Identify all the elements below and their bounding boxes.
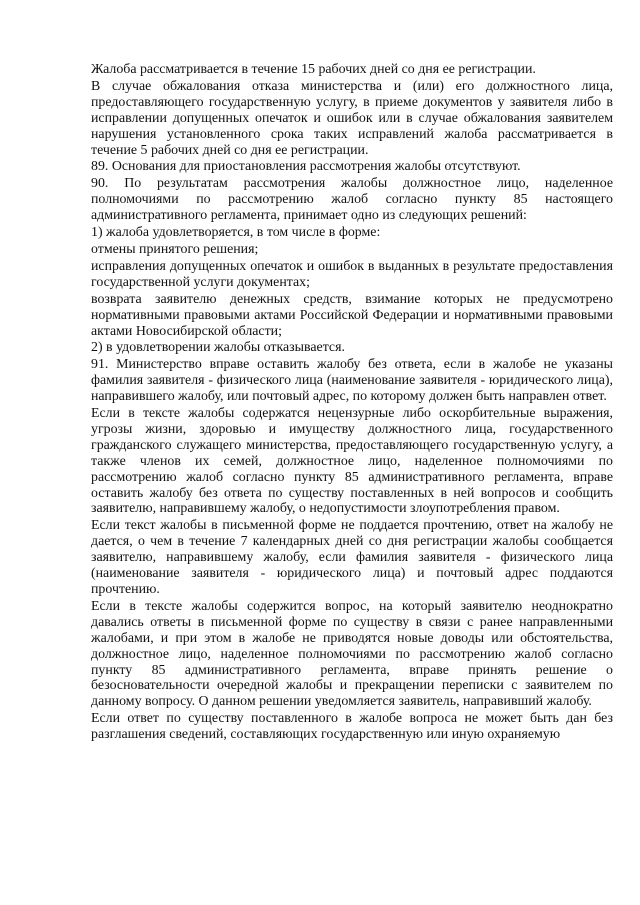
paragraph-refusal-appeal: В случае обжалования отказа министерства и (или) его должностного лица, предоставляющего государственную услугу, в приеме документов у заявителя либо в исправлении допущенных опечаток и ошибок или в случае обжалования заявителем нарушения установленного срока таких исправлений жалоба рассматривается в течение 5 рабочих дней со дня ее регистрации.	[91, 78, 613, 158]
paragraph-item-90: 90. По результатам рассмотрения жалобы должностное лицо, наделенное полномочиями по рассмотрению жалоб согласно пункту 85 настоящего административного регламента, принимает одно из следующих решений:	[91, 176, 613, 224]
paragraph-decision-1: 1) жалоба удовлетворяется, в том числе в форме:	[91, 225, 381, 241]
paragraph-secret-info: Если ответ по существу поставленного в жалобе вопроса не может быть дан без разглашения сведений, составляющих государственную или иную охраняемую	[91, 711, 613, 743]
paragraph-decision-2: 2) в удовлетворении жалобы отказывается.	[91, 340, 345, 356]
paragraph-decision-correction: исправления допущенных опечаток и ошибок в выданных в результате предоставления государственной услуги документах;	[91, 258, 613, 290]
paragraph-item-91: 91. Министерство вправе оставить жалобу без ответа, если в жалобе не указаны фамилия заявителя - физического лица (наименование заявителя - юридического лица), направившего жалобу, или почтовый адрес, по которому должен быть направлен ответ.	[91, 357, 613, 405]
paragraph-decision-cancel: отмены принятого решения;	[91, 241, 259, 257]
paragraph-decision-refund: возврата заявителю денежных средств, взимание которых не предусмотрено нормативными правовыми актами Российской Федерации и нормативными правовыми актами Новосибирской области;	[91, 291, 613, 339]
paragraph-repeated-question: Если в тексте жалобы содержится вопрос, на который заявителю неоднократно давались ответы в письменной форме по существу в связи с ранее направленными жалобами, и при этом в жалобе не приводятся новые доводы или обстоятельства, должностное лицо, наделенное полномочиями по рассмотрению жалоб согласно пункту 85 административного регламента, вправе принять решение о безосновательности очередной жалобы и прекращении переписки с заявителем по данному вопросу. О данном решении уведомляется заявитель, направивший жалобу.	[91, 598, 613, 710]
paragraph-obscene-content: Если в тексте жалобы содержатся нецензурные либо оскорбительные выражения, угрозы жизни, здоровью и имуществу должностного лица, государственного гражданского служащего министерства, предоставляющего государственную услугу, а также членов их семей, должностное лицо, наделенное полномочиями по рассмотрению жалоб согласно пункту 85 административного регламента, вправе оставить жалобу без ответа по существу поставленных в ней вопросов и сообщить заявителю, направившему жалобу, о недопустимости злоупотребления правом.	[91, 406, 613, 517]
paragraph-review-period: Жалоба рассматривается в течение 15 рабочих дней со дня ее регистрации.	[91, 62, 536, 77]
paragraph-item-89: 89. Основания для приостановления рассмотрения жалобы отсутствуют.	[91, 159, 521, 175]
paragraph-unreadable-text: Если текст жалобы в письменной форме не поддается прочтению, ответ на жалобу не дается, о чем в течение 7 календарных дней со дня регистрации жалобы сообщается заявителю, направившему жалобу, если фамилия заявителя - физического лица (наименование заявителя - юридического лица) и почтовый адрес поддаются прочтению.	[91, 518, 613, 597]
